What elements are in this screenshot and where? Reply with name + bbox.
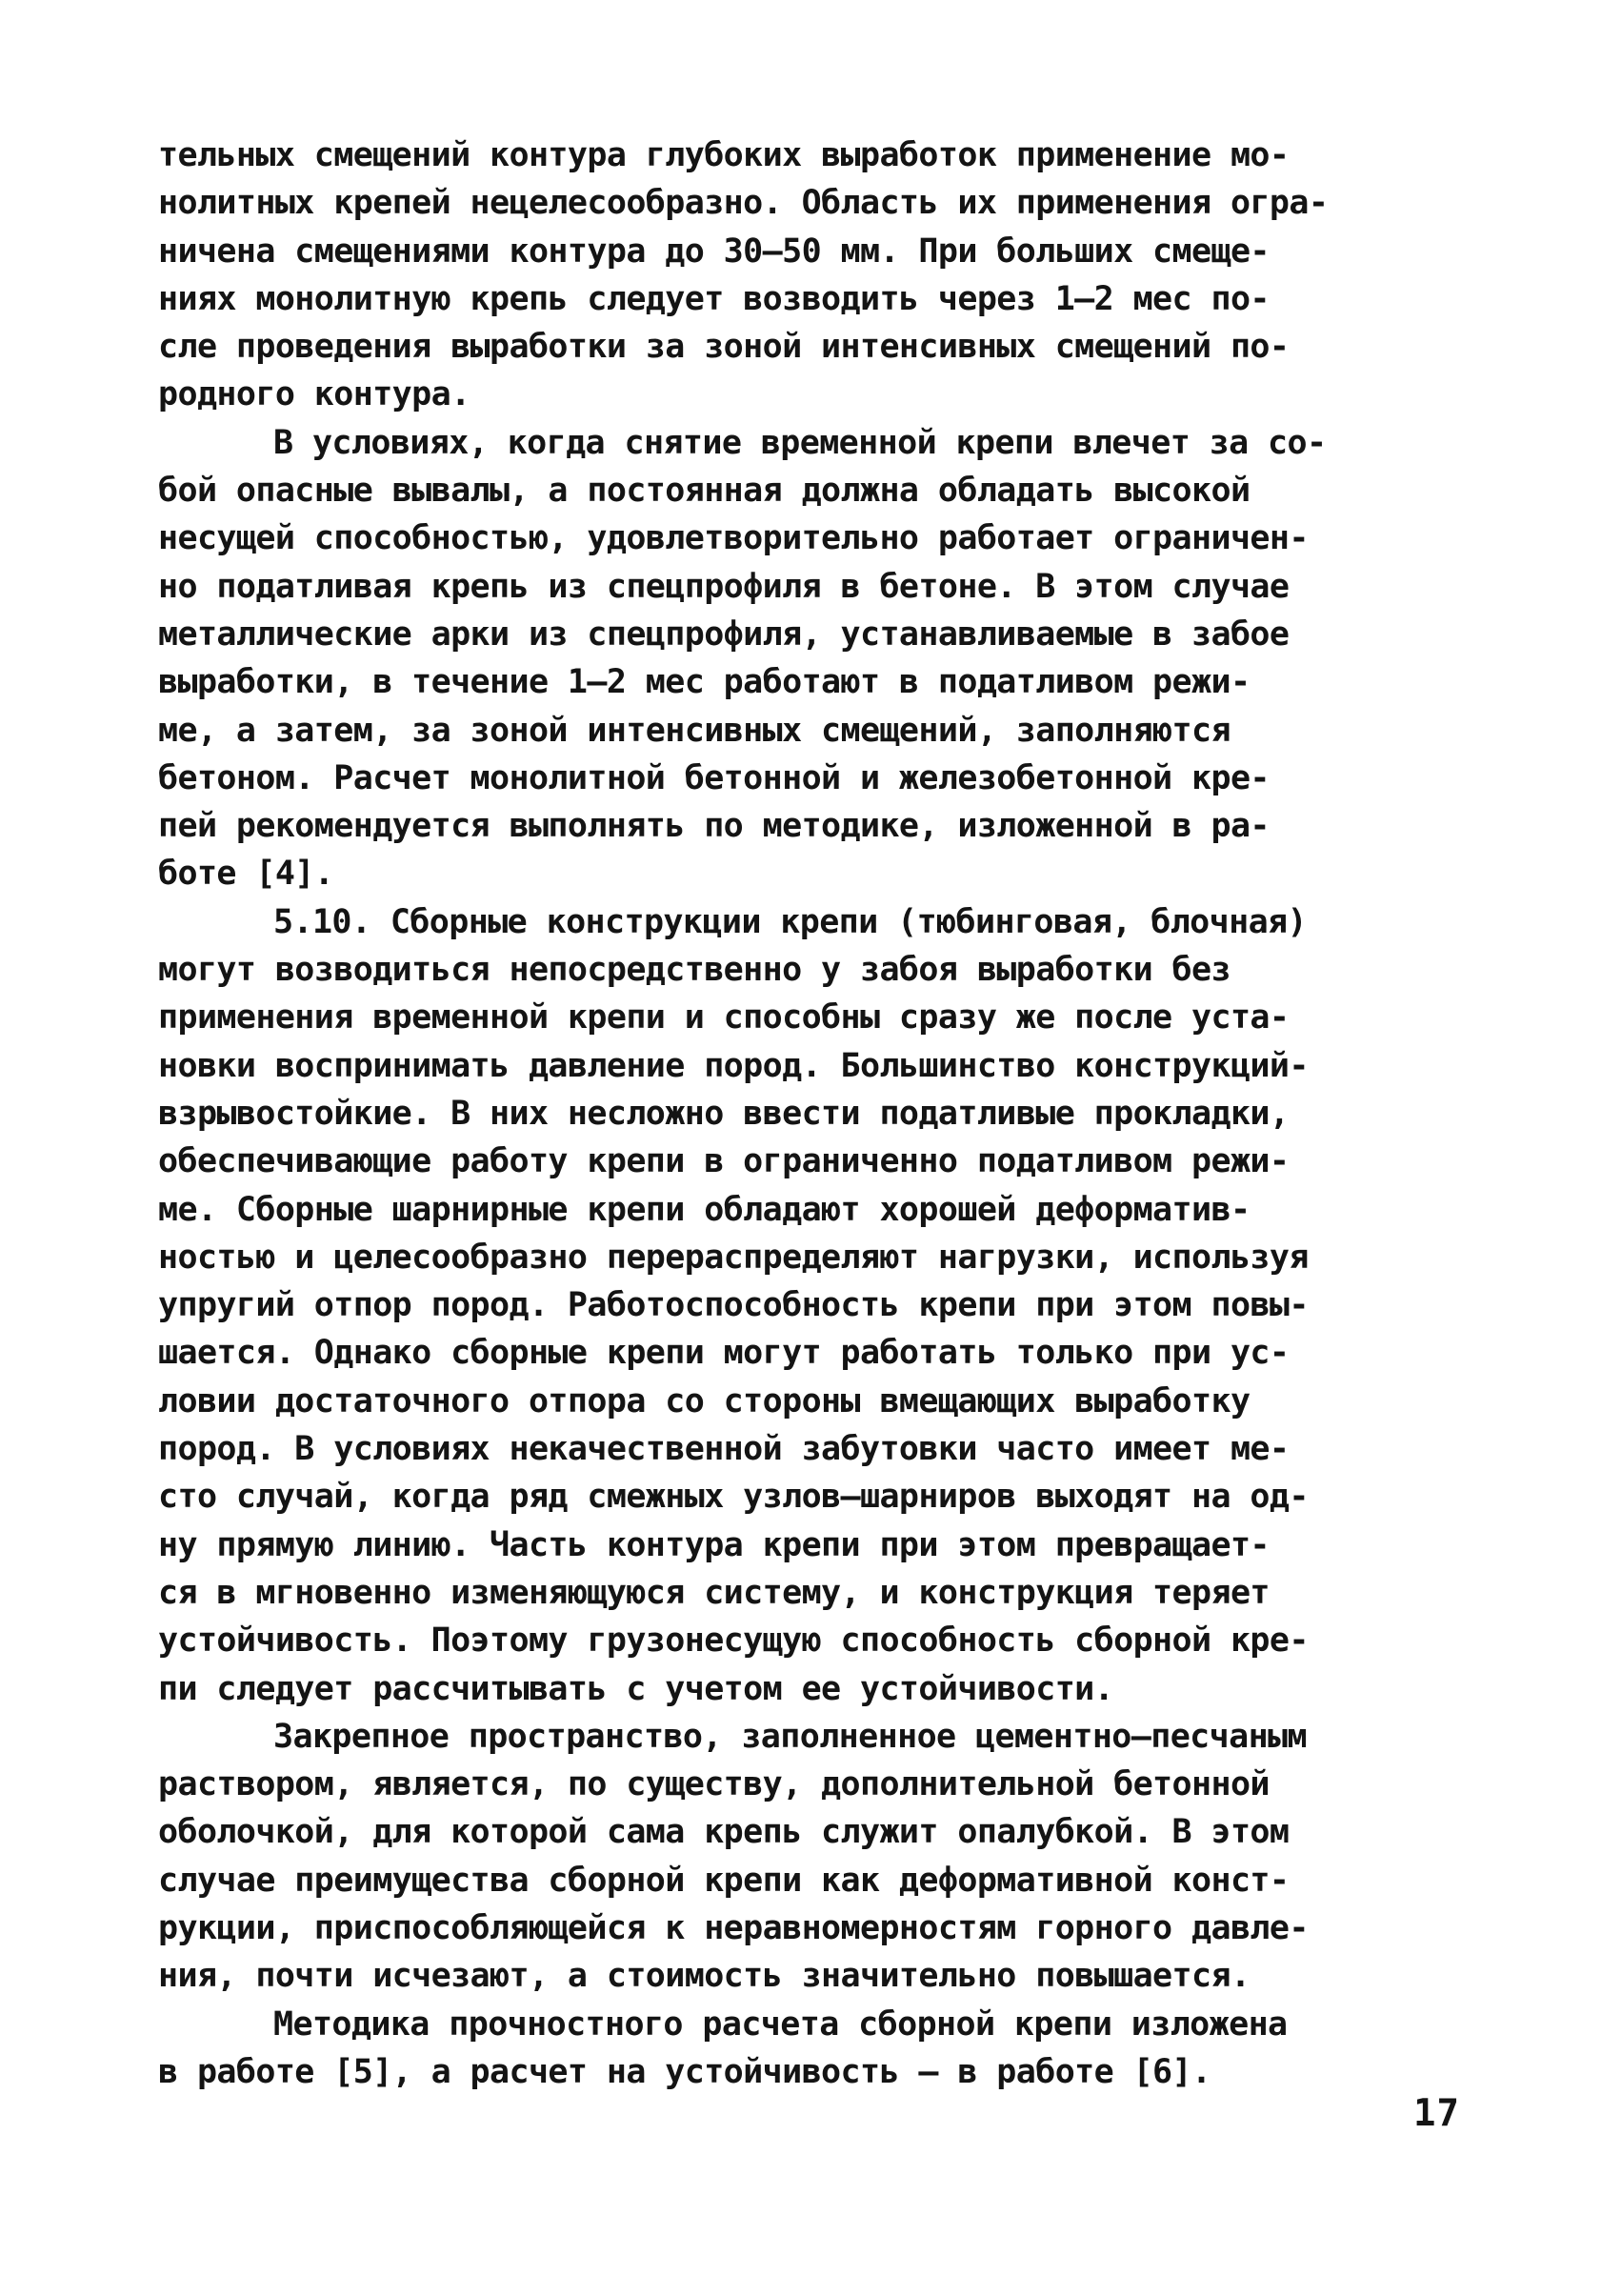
text-line: родного контура. xyxy=(158,375,470,414)
body-text xyxy=(158,131,1491,2096)
text-line: шается. Однако сборные крепи могут работать только при ус- xyxy=(158,1334,1290,1373)
text-line: выработки, в течение 1–2 мес работают в податливом режи- xyxy=(158,663,1251,702)
text-line: взрывостойкие. В них несложно ввести податливые прокладки, xyxy=(158,1094,1290,1133)
text-line: пей рекомендуется выполнять по методике, изложенной в ра- xyxy=(158,807,1270,846)
text-line: боте [4]. xyxy=(158,855,334,894)
text-line: рукции, приспособляющейся к неравномерностям горного давле- xyxy=(158,1908,1309,1947)
page-number: 17 xyxy=(1413,2092,1460,2135)
text-line: тельных смещений контура глубоких выработок применение мо- xyxy=(158,136,1290,174)
text-line: ме, а затем, за зоной интенсивных смещений, заполняются xyxy=(158,711,1231,750)
paragraph-start-line: Методика прочностного расчета сборной крепи изложена xyxy=(273,2004,1288,2044)
paragraph-start-line: Закрепное пространство, заполненное цементно–песчаным xyxy=(273,1717,1308,1756)
text-line: пи следует рассчитывать с учетом ее устойчивости. xyxy=(158,1669,1114,1708)
paragraph-start-line: В условиях, когда снятие временной крепи влечет за со- xyxy=(273,423,1327,462)
text-line: ну прямую линию. Часть контура крепи при этом превращает- xyxy=(158,1525,1270,1564)
text-line: применения временной крепи и способны сразу же после уста- xyxy=(158,998,1290,1037)
text-line: случае преимущества сборной крепи как деформативной конст- xyxy=(158,1861,1290,1900)
text-line: нолитных крепей нецелесообразно. Область их применения огра- xyxy=(158,184,1329,223)
text-line: новки воспринимать давление пород. Большинство конструкций- xyxy=(158,1046,1309,1085)
text-line: устойчивость. Поэтому грузонесущую способность сборной кре- xyxy=(158,1621,1309,1661)
text-line: металлические арки из спецпрофиля, устанавливаемые в забое xyxy=(158,614,1290,654)
text-line: могут возводиться непосредственно у забоя выработки без xyxy=(158,951,1231,990)
text-line: ностью и целесообразно перераспределяют нагрузки, используя xyxy=(158,1238,1309,1277)
section-heading-line: 5.10. Сборные конструкции крепи (тюбинговая, блочная) xyxy=(273,902,1308,941)
text-line: бой опасные вывалы, а постоянная должна обладать высокой xyxy=(158,472,1251,511)
text-line: ся в мгновенно изменяющуюся систему, и конструкция теряет xyxy=(158,1573,1270,1612)
text-line: но податливая крепь из спецпрофиля в бетоне. В этом случае xyxy=(158,567,1290,606)
text-line: упругий отпор пород. Работоспособность крепи при этом повы- xyxy=(158,1286,1309,1325)
text-line: сто случай, когда ряд смежных узлов–шарниров выходят на од- xyxy=(158,1478,1309,1517)
text-line: в работе [5], а расчет на устойчивость – в работе [6]. xyxy=(158,2052,1211,2091)
text-line: ничена смещениями контура до 30–50 мм. При больших смеще- xyxy=(158,232,1270,271)
text-line: бетоном. Расчет монолитной бетонной и железобетонной кре- xyxy=(158,758,1270,797)
text-line: оболочкой, для которой сама крепь служит опалубкой. В этом xyxy=(158,1813,1290,1852)
text-line: ме. Сборные шарнирные крепи обладают хорошей деформатив- xyxy=(158,1190,1251,1229)
text-line: ловии достаточного отпора со стороны вмещающих выработку xyxy=(158,1381,1251,1420)
text-line: сле проведения выработки за зоной интенсивных смещений по- xyxy=(158,328,1290,367)
text-line: ниях монолитную крепь следует возводить через 1–2 мес по- xyxy=(158,279,1270,318)
text-line: обеспечивающие работу крепи в ограниченно податливом режи- xyxy=(158,1142,1290,1181)
text-line: несущей способностью, удовлетворительно работает ограничен- xyxy=(158,519,1309,558)
text-line: пород. В условиях некачественной забутовки часто имеет ме- xyxy=(158,1430,1290,1469)
text-line: раствором, является, по существу, дополнительной бетонной xyxy=(158,1765,1270,1804)
text-line: ния, почти исчезают, а стоимость значительно повышается. xyxy=(158,1957,1251,1996)
